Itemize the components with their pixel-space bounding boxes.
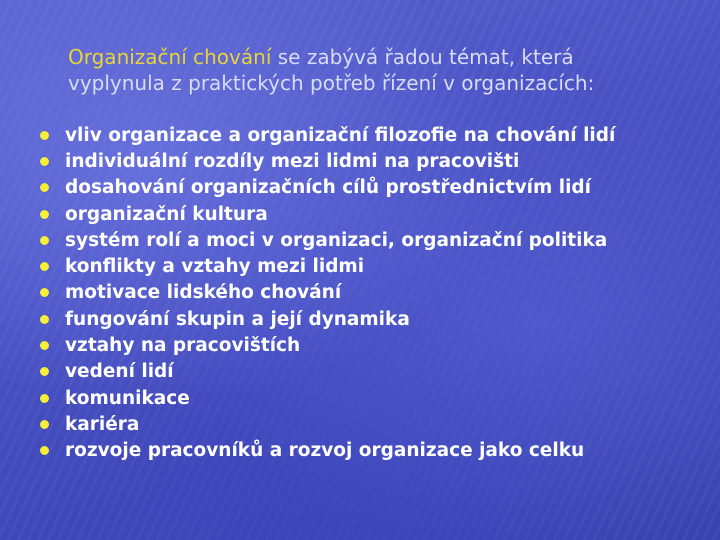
list-item-label: konflikty a vztahy mezi lidmi <box>65 256 365 278</box>
intro-paragraph <box>68 44 668 96</box>
list-item <box>40 438 700 464</box>
bullet-dot-icon <box>40 131 49 140</box>
list-item <box>40 175 700 201</box>
topic-list <box>40 122 700 464</box>
bullet-dot-icon <box>40 236 49 245</box>
list-item <box>40 253 700 279</box>
bullet-dot-icon <box>40 288 49 297</box>
bullet-dot-icon <box>40 157 49 166</box>
list-item <box>40 385 700 411</box>
list-item-label: kariéra <box>65 413 140 435</box>
list-item <box>40 306 700 332</box>
list-item <box>40 201 700 227</box>
list-item <box>40 332 700 358</box>
list-item-label: fungování skupin a její dynamika <box>65 308 410 330</box>
list-item <box>40 122 700 148</box>
list-item-label: rozvoje pracovníků a rozvoj organizace jako celku <box>65 440 585 462</box>
list-item-label: organizační kultura <box>65 203 268 225</box>
bullet-dot-icon <box>40 262 49 271</box>
list-item-label: individuální rozdíly mezi lidmi na pracovišti <box>65 150 520 172</box>
intro-text: se zabývá řadou témat, která vyplynula z praktických potřeb řízení v organizacích: <box>68 45 595 95</box>
list-item <box>40 148 700 174</box>
list-item <box>40 227 700 253</box>
bullet-dot-icon <box>40 315 49 324</box>
bullet-dot-icon <box>40 394 49 403</box>
list-item <box>40 280 700 306</box>
list-item <box>40 359 700 385</box>
list-item-label: motivace lidského chování <box>65 282 342 304</box>
intro-highlight: Organizační chování <box>68 45 272 69</box>
list-item-label: vedení lidí <box>65 361 174 383</box>
list-item <box>40 411 700 437</box>
list-item-label: systém rolí a moci v organizaci, organizační politika <box>65 229 608 251</box>
bullet-dot-icon <box>40 367 49 376</box>
bullet-dot-icon <box>40 341 49 350</box>
bullet-dot-icon <box>40 420 49 429</box>
bullet-dot-icon <box>40 210 49 219</box>
list-item-label: vztahy na pracovištích <box>65 335 301 357</box>
bullet-dot-icon <box>40 446 49 455</box>
list-item-label: komunikace <box>65 387 190 409</box>
list-item-label: dosahování organizačních cílů prostřednictvím lidí <box>65 177 592 199</box>
list-item-label: vliv organizace a organizační filozofie na chování lidí <box>65 124 616 146</box>
bullet-dot-icon <box>40 183 49 192</box>
